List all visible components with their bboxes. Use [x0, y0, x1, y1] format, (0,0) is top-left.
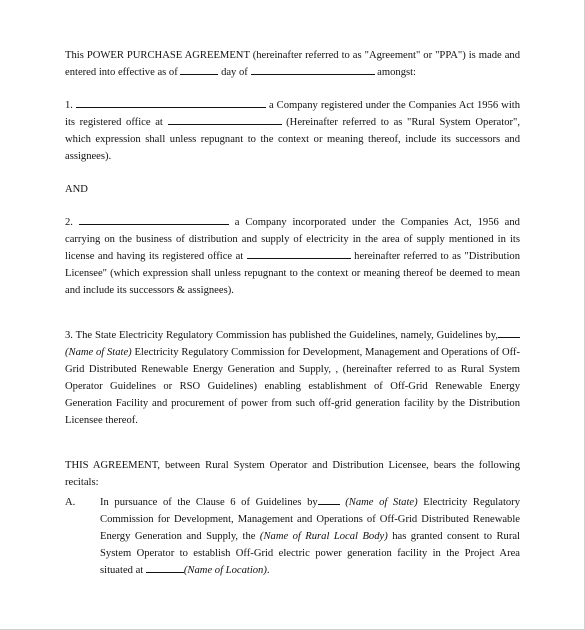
clause3-state: (Name of State)	[65, 347, 132, 358]
intro-paragraph	[65, 47, 520, 81]
clause3-paragraph	[65, 327, 520, 429]
recital-a-text-3: has granted consent to Rural System Operator to establish Off-Grid electric power generation facility in the Project Area situated at	[100, 531, 521, 576]
intro-text: This POWER PURCHASE AGREEMENT (hereinafter referred to as "Agreement" or "PPA") is made and entered into effective as of	[65, 50, 520, 78]
party1-paragraph	[65, 97, 520, 165]
blank-state	[498, 327, 520, 338]
clause3-text-rest: Electricity Regulatory Commission for Development, Management and Operations of Off-Grid Distributed Renewable Energy Generation and Supply, , (hereinafter referred to as Rural System Operator Guidelines or RSO Guidelines) enabling establishment of Off-Grid Renewable Energy Generation Facility and procurement of power from such off-grid generation facility by the Distribution Licensee thereof.	[65, 347, 520, 426]
party1-text-rest: (Hereinafter referred to as "Rural System Operator", which expression shall unless repugnant to the context or meaning thereof, include its successors and assignees).	[65, 117, 520, 162]
recital-a	[65, 494, 520, 579]
party1-text: a Company registered under the Companies Act 1956 with its registered office at	[65, 100, 521, 128]
party2-text: a Company incorporated under the Companies Act, 1956 and carrying on the business of distribution and supply of electricity in the area of supply mentioned in its license and having its registered office at	[65, 217, 520, 262]
intro-amongst: amongst:	[377, 67, 416, 78]
recital-a-text: In pursuance of the Clause 6 of Guidelines by	[100, 497, 318, 508]
party2-text-rest: hereinafter referred to as "Distribution Licensee" (which expression shall unless repugnant to the context or meaning thereof be deemed to mean and include its successors & assignees).	[65, 251, 520, 296]
recital-a-body	[100, 494, 520, 579]
party2-paragraph	[65, 214, 520, 299]
blank-day	[180, 64, 218, 75]
blank-location	[146, 562, 184, 573]
recital-a-local-body: (Name of Rural Local Body)	[259, 531, 388, 542]
recital-a-location: (Name of Location)	[183, 565, 267, 576]
blank-party1-office	[168, 114, 282, 125]
blank-party2-office	[247, 248, 351, 259]
intro-day-of: day of	[221, 67, 248, 78]
and-label: AND	[65, 184, 88, 195]
blank-month	[251, 64, 375, 75]
party2-number: 2.	[65, 217, 73, 228]
recital-a-text-2: Electricity Regulatory Commission for Development, Management and Operations of Off-Grid Distributed Renewable Energy Generation and Supply, the	[100, 497, 521, 542]
blank-party2-name	[79, 214, 229, 225]
party1-number: 1.	[65, 100, 73, 111]
clause3-text: 3. The State Electricity Regulatory Commission has published the Guidelines, namely, Guidelines by,	[65, 330, 498, 341]
recitals-intro: THIS AGREEMENT, between Rural System Operator and Distribution Licensee, bears the following recitals:	[65, 460, 520, 488]
recital-a-end: .	[266, 565, 270, 576]
blank-party1-name	[76, 97, 266, 108]
recital-a-label: A.	[65, 497, 76, 508]
blank-recital-state	[318, 494, 340, 505]
recital-a-state: (Name of State)	[345, 497, 418, 508]
